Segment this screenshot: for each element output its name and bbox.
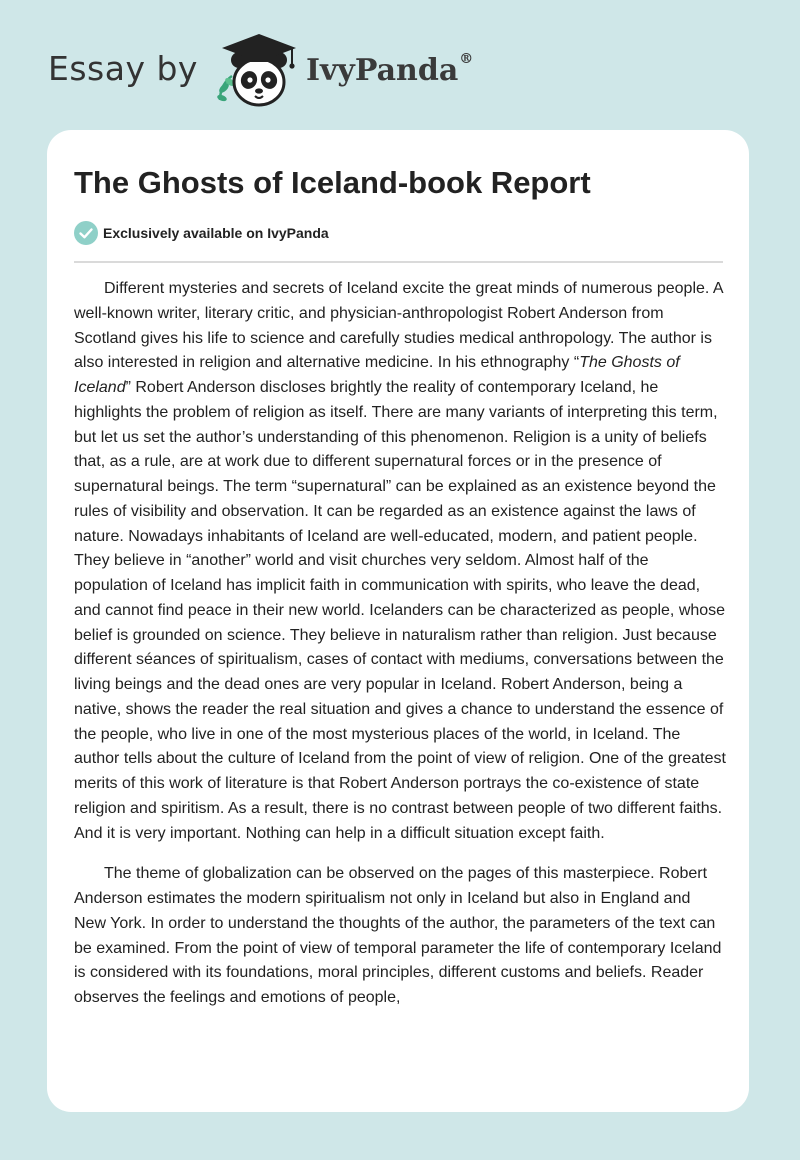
brand-name: IvyPanda® xyxy=(305,50,474,88)
exclusive-badge xyxy=(74,221,329,245)
registered-mark: ® xyxy=(459,50,474,67)
paragraph: The theme of globalization can be observed on the pages of this masterpiece. Robert Anderson estimates the modern spiritualism not only in Iceland but also in England and New York. In order to understand the thoughts of the author, the parameters of the text can be examined. From the point of view of temporal parameter the life of contemporary Iceland is considered with its foundations, moral principles, different customs and beliefs. Reader observes the feelings and emotions of people, xyxy=(74,865,722,1006)
checkmark-icon xyxy=(74,221,98,245)
article-body xyxy=(74,277,726,1027)
exclusive-label: Exclusively available on IvyPanda xyxy=(103,225,329,241)
article-card xyxy=(47,130,749,1112)
paragraph-text: Different mysteries and secrets of Iceland excite the great minds of numerous people. A well-known writer, literary critic, and physician-anthropologist Robert Anderson from Scotland gives his life to science and carefully studies medical anthropology. The author is also interested in religion and alternative medicine. In his ethnography “ xyxy=(74,280,723,372)
page-title: The Ghosts of Iceland-book Report xyxy=(74,165,591,200)
book-title: The Ghosts of Iceland xyxy=(74,354,680,396)
essay-by-label: Essay by xyxy=(48,48,198,88)
paragraph-text: ” Robert Anderson discloses brightly the reality of contemporary Iceland, he highlights the problem of religion as itself. There are many variants of interpreting this term, but let us set the author’s understanding of this phenomenon. Religion is a unity of beliefs that, as a rule, are at work due to different supernatural forces or in the presence of supernatural beings. The term “supernatural” can be explained as an existence beyond the rules of visibility and observation. It can be regarded as an existence against the laws of nature. Nowadays inhabitants of Iceland are well-educated, modern, and patient people. They believe in “another” world and visit churches very seldom. Almost half of the population of Iceland has implicit faith in communication with spirits, who leave the dead, and cannot find peace in their new world. Icelanders can be characterized as people, whose belief is grounded on science. They believe in naturalism rather than religion. Just because different séances of spiritualism, cases of contact with mediums, conversations between the living beings and the dead ones are very popular in Iceland. Robert Anderson, being a native, shows the reader the real situation and gives a chance to understand the essence of the people, who live in one of the most mysterious places of the world, in Iceland. The author tells about the culture of Iceland from the point of view of religion. One of the greatest merits of this work of literature is that Robert Anderson portrays the co-existence of state religion and spiritism. As a result, there is no contrast between people of two different faiths. And it is very important. Nothing can help in a difficult situation except faith. xyxy=(74,379,726,842)
title-divider xyxy=(74,261,723,263)
panda-mascot-icon xyxy=(212,30,304,114)
paragraph xyxy=(74,277,726,846)
site-header-logo[interactable] xyxy=(48,30,473,114)
